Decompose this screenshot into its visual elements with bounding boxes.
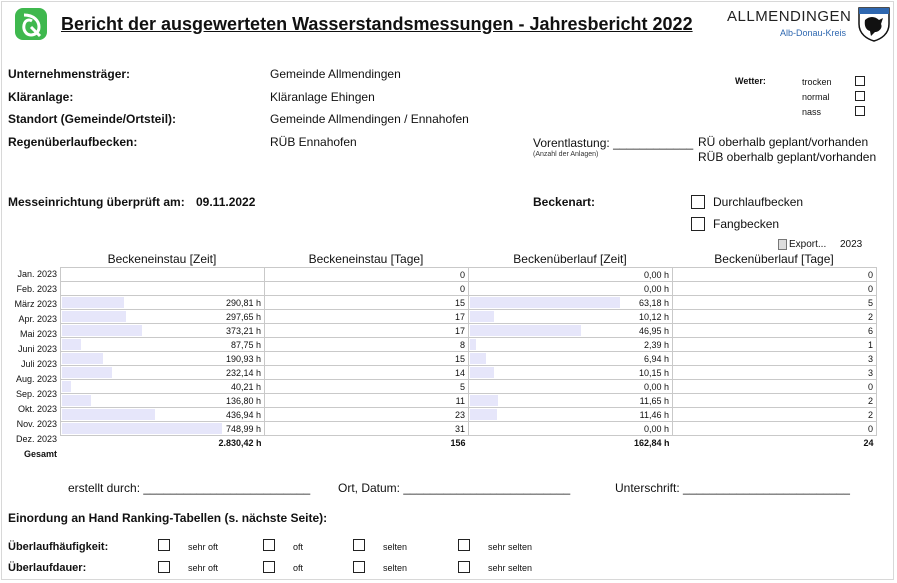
- table-total-row: [61, 436, 877, 450]
- cell-value: 2: [867, 409, 873, 420]
- cell-value: 40,21 h: [230, 381, 261, 392]
- table-cell: [469, 366, 673, 380]
- brand-name: ALLMENDINGEN: [727, 8, 852, 25]
- frequency-very-rare-checkbox[interactable]: [458, 539, 470, 551]
- table-cell: [469, 310, 673, 324]
- cell-value: 290,81 h: [225, 297, 261, 308]
- cell-value: 3: [867, 367, 873, 378]
- overflow-time-bar: [470, 311, 494, 322]
- signature: Unterschrift: _________________________: [615, 481, 850, 495]
- cell-value: 8: [459, 339, 465, 350]
- total-cell: [265, 436, 469, 450]
- cell-value: 136,80 h: [225, 395, 261, 406]
- cell-value: 31: [454, 423, 465, 434]
- overflow-time-bar: [470, 395, 498, 406]
- cell-value: 10,12 h: [638, 311, 669, 322]
- fill-time-bar: [62, 311, 126, 322]
- table-cell: [673, 380, 877, 394]
- total-cell: [61, 436, 265, 450]
- month-label: Jan. 2023: [17, 269, 57, 279]
- overflow-time-bar: [470, 297, 620, 308]
- overflow-duration-label: Überlaufdauer:: [8, 562, 87, 574]
- month-label: März 2023: [14, 299, 57, 309]
- table-cell: [673, 268, 877, 282]
- overflow-frequency-label: Überlaufhäufigkeit:: [8, 541, 109, 553]
- location-label: Standort (Gemeinde/Ortsteil):: [8, 112, 177, 126]
- cell-value: 748,99 h: [225, 423, 261, 434]
- fill-time-bar: [62, 325, 142, 336]
- duration-rare-checkbox[interactable]: [353, 561, 365, 573]
- frequency-very-often-label: sehr oft: [188, 542, 219, 552]
- cell-value: 2,39 h: [643, 339, 669, 350]
- table-cell: [673, 422, 877, 436]
- total-value: 156: [450, 437, 466, 448]
- brand-subtitle: Alb-Donau-Kreis: [780, 28, 847, 38]
- cell-value: 0,00 h: [643, 269, 669, 280]
- weather-dry-checkbox[interactable]: [855, 76, 865, 86]
- month-label: Okt. 2023: [17, 404, 57, 414]
- month-label: Juni 2023: [17, 344, 57, 354]
- fill-time-bar: [62, 339, 81, 350]
- cell-value: 0: [867, 283, 873, 294]
- weather-option-wet: nass: [802, 107, 822, 117]
- prerelief-label: Vorentlastung: ____________: [533, 136, 694, 150]
- overflow-time-bar: [470, 353, 486, 364]
- export-button[interactable]: Export...: [778, 239, 826, 250]
- table-row: [61, 422, 877, 436]
- table-cell: [265, 310, 469, 324]
- month-label: Feb. 2023: [16, 284, 57, 294]
- table-row: [61, 282, 877, 296]
- table-row: [61, 296, 877, 310]
- table-cell: [265, 268, 469, 282]
- table-cell: [265, 338, 469, 352]
- table-cell: [265, 324, 469, 338]
- duration-rare-label: selten: [383, 563, 408, 573]
- table-cell: [673, 408, 877, 422]
- cell-value: 6,94 h: [643, 353, 669, 364]
- table-cell: [61, 310, 265, 324]
- cell-value: 436,94 h: [225, 409, 261, 420]
- cell-value: 11,65 h: [639, 395, 669, 406]
- table-row: [61, 366, 877, 380]
- frequency-very-rare-label: sehr selten: [488, 542, 533, 552]
- month-label: Juli 2023: [20, 359, 57, 369]
- weather-normal-checkbox[interactable]: [855, 91, 865, 101]
- cell-value: 11: [455, 395, 465, 406]
- cell-value: 0: [867, 423, 873, 434]
- duration-often-checkbox[interactable]: [263, 561, 275, 573]
- cell-value: 5: [867, 297, 873, 308]
- overflow-time-bar: [470, 367, 494, 378]
- table-row: [61, 268, 877, 282]
- table-cell: [61, 366, 265, 380]
- weather-wet-checkbox[interactable]: [855, 106, 865, 116]
- overflow-time-bar: [470, 339, 476, 350]
- table-cell: [469, 296, 673, 310]
- duration-often-label: oft: [293, 563, 304, 573]
- cell-value: 297,65 h: [225, 311, 261, 322]
- ranking-title: Einordung an Hand Ranking-Tabellen (s. nächste Seite):: [8, 511, 328, 525]
- total-label: Gesamt: [23, 449, 57, 459]
- cell-value: 23: [454, 409, 465, 420]
- cell-value: 17: [454, 325, 465, 336]
- cell-value: 2: [867, 395, 873, 406]
- cell-value: 1: [867, 339, 873, 350]
- table-cell: [673, 296, 877, 310]
- column-header-overflow-days: Beckenüberlauf [Tage]: [714, 252, 834, 266]
- total-value: 162,84 h: [633, 437, 670, 448]
- month-label: Aug. 2023: [15, 374, 57, 384]
- table-row: [61, 394, 877, 408]
- table-cell: [265, 352, 469, 366]
- cell-value: 373,21 h: [225, 325, 261, 336]
- coat-of-arms-icon: [857, 6, 891, 42]
- cell-value: 6: [867, 325, 873, 336]
- table-cell: [61, 268, 265, 282]
- table-cell: [673, 366, 877, 380]
- fill-time-bar: [62, 395, 91, 406]
- fill-time-bar: [62, 353, 103, 364]
- table-cell: [61, 282, 265, 296]
- duration-very-often-label: sehr oft: [188, 563, 219, 573]
- plant-value: Kläranlage Ehingen: [270, 90, 375, 104]
- weather-option-dry: trocken: [802, 77, 832, 87]
- check-label: Messeinrichtung überprüft am:: [8, 195, 185, 209]
- frequency-often-checkbox[interactable]: [263, 539, 275, 551]
- column-header-overflow-time: Beckenüberlauf [Zeit]: [513, 252, 627, 266]
- prerelief-rub: RÜB oberhalb geplant/vorhanden: [698, 150, 877, 164]
- measurement-table: [60, 267, 877, 450]
- table-cell: [265, 296, 469, 310]
- table-cell: [61, 408, 265, 422]
- duration-very-rare-checkbox[interactable]: [458, 561, 470, 573]
- fill-time-bar: [62, 381, 71, 392]
- table-cell: [61, 394, 265, 408]
- table-cell: [469, 380, 673, 394]
- frequency-very-often-checkbox[interactable]: [158, 539, 170, 551]
- basin-label: Regenüberlaufbecken:: [8, 135, 138, 149]
- cell-value: 14: [454, 367, 465, 378]
- month-label: Apr. 2023: [18, 314, 57, 324]
- cell-value: 0,00 h: [643, 381, 669, 392]
- fill-time-bar: [62, 423, 222, 434]
- fill-time-bar: [62, 297, 124, 308]
- month-label: Nov. 2023: [16, 419, 57, 429]
- flow-through-basin-checkbox[interactable]: [691, 195, 705, 209]
- table-row: [61, 310, 877, 324]
- prerelief-note: (Anzahl der Anlagen): [533, 151, 599, 158]
- plant-label: Kläranlage:: [8, 90, 74, 104]
- month-label: Dez. 2023: [15, 434, 57, 444]
- table-cell: [469, 268, 673, 282]
- table-cell: [265, 394, 469, 408]
- check-date: 09.11.2022: [196, 195, 256, 209]
- catch-basin-label: Fangbecken: [713, 217, 780, 231]
- month-label: Sep. 2023: [15, 389, 57, 399]
- cell-value: 63,18 h: [638, 297, 669, 308]
- frequency-often-label: oft: [293, 542, 304, 552]
- table-cell: [265, 380, 469, 394]
- table-cell: [265, 366, 469, 380]
- cell-value: 15: [454, 297, 465, 308]
- cell-value: 11,46 h: [639, 409, 669, 420]
- column-header-fill-time: Beckeneinstau [Zeit]: [107, 252, 217, 266]
- weather-label: Wetter:: [735, 76, 766, 86]
- table-cell: [265, 422, 469, 436]
- table-cell: [469, 282, 673, 296]
- table-row: [61, 352, 877, 366]
- overflow-time-bar: [470, 325, 581, 336]
- duration-very-often-checkbox[interactable]: [158, 561, 170, 573]
- operator-value: Gemeinde Allmendingen: [270, 67, 401, 81]
- operator-label: Unternehmensträger:: [8, 67, 131, 81]
- total-value: 24: [863, 437, 874, 448]
- table-cell: [61, 422, 265, 436]
- cell-value: 0: [867, 269, 873, 280]
- table-cell: [61, 352, 265, 366]
- export-icon: [778, 239, 787, 250]
- table-cell: [469, 422, 673, 436]
- export-year: 2023: [840, 239, 863, 250]
- table-cell: [673, 282, 877, 296]
- table-cell: [673, 324, 877, 338]
- total-value: 2.830,42 h: [218, 437, 262, 448]
- cell-value: 0,00 h: [643, 423, 669, 434]
- frequency-rare-label: selten: [383, 542, 408, 552]
- created-by: erstellt durch: _________________________: [68, 481, 311, 495]
- cell-value: 46,95 h: [638, 325, 669, 336]
- municipal-logo-icon: [14, 7, 48, 41]
- table-cell: [673, 338, 877, 352]
- weather-option-normal: normal: [802, 92, 830, 102]
- basin-type-label: Beckenart:: [533, 195, 596, 209]
- cell-value: 0: [867, 381, 873, 392]
- location-value: Gemeinde Allmendingen / Ennahofen: [270, 112, 469, 126]
- cell-value: 87,75 h: [230, 339, 261, 350]
- column-header-fill-days: Beckeneinstau [Tage]: [308, 252, 424, 266]
- table-row: [61, 338, 877, 352]
- table-cell: [673, 310, 877, 324]
- table-row: [61, 380, 877, 394]
- cell-value: 3: [867, 353, 873, 364]
- cell-value: 0: [459, 269, 465, 280]
- cell-value: 17: [454, 311, 465, 322]
- page-title: Bericht der ausgewerteten Wasserstandsmessungen - Jahresbericht 2022: [61, 14, 693, 34]
- cell-value: 15: [454, 353, 465, 364]
- basin-value: RÜB Ennahofen: [270, 135, 357, 149]
- table-cell: [265, 282, 469, 296]
- duration-very-rare-label: sehr selten: [488, 563, 533, 573]
- table-cell: [469, 352, 673, 366]
- table-row: [61, 408, 877, 422]
- prerelief-ru: RÜ oberhalb geplant/vorhanden: [698, 135, 869, 149]
- table-cell: [265, 408, 469, 422]
- cell-value: 2: [867, 311, 873, 322]
- fill-time-bar: [62, 409, 155, 420]
- cell-value: 5: [459, 381, 465, 392]
- flow-through-basin-label: Durchlaufbecken: [713, 195, 804, 209]
- place-date: Ort, Datum: _________________________: [338, 481, 571, 495]
- cell-value: 232,14 h: [225, 367, 261, 378]
- cell-value: 10,15 h: [638, 367, 669, 378]
- table-cell: [61, 324, 265, 338]
- cell-value: 0,00 h: [643, 283, 669, 294]
- cell-value: 190,93 h: [225, 353, 261, 364]
- fill-time-bar: [62, 367, 112, 378]
- table-cell: [61, 296, 265, 310]
- total-cell: [673, 436, 877, 450]
- table-cell: [61, 380, 265, 394]
- total-cell: [469, 436, 673, 450]
- table-cell: [469, 324, 673, 338]
- overflow-time-bar: [470, 409, 497, 420]
- table-cell: [673, 394, 877, 408]
- month-label: Mai 2023: [19, 329, 57, 339]
- table-row: [61, 324, 877, 338]
- table-cell: [469, 338, 673, 352]
- frequency-rare-checkbox[interactable]: [353, 539, 365, 551]
- table-cell: [469, 394, 673, 408]
- table-cell: [469, 408, 673, 422]
- table-cell: [673, 352, 877, 366]
- catch-basin-checkbox[interactable]: [691, 217, 705, 231]
- table-cell: [61, 338, 265, 352]
- cell-value: 0: [459, 283, 465, 294]
